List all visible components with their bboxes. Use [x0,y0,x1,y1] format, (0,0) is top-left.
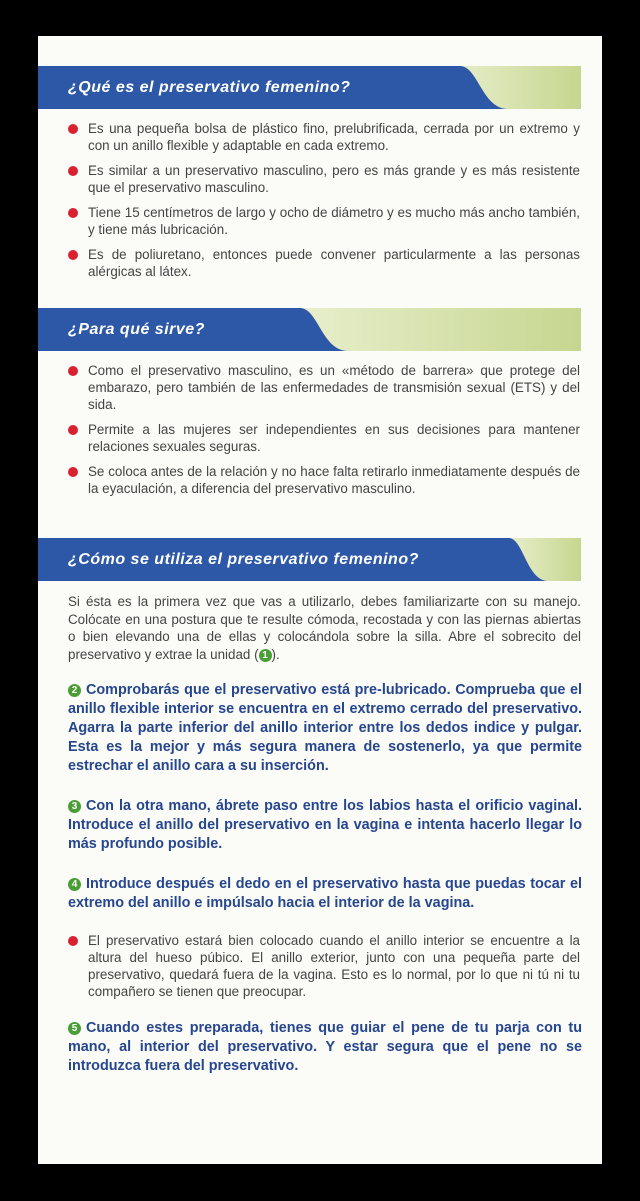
bullet-dot-icon [68,124,78,134]
list-item: Permite a las mujeres ser independientes en sus decisiones para mantener relaciones sexuales seguras. [68,421,580,455]
step-number-icon: 4 [68,878,81,891]
list-item: Se coloca antes de la relación y no hace falta retirarlo inmediatamente después de la eyaculación, a diferencia del preservativo masculino. [68,463,580,497]
section-banner-purpose [38,308,581,351]
step-2: 2 Comprobarás que el preservativo está pre-lubricado. Comprueba que el anillo flexible interior se encuentra en el extremo cerrado del preservativo. Agarra la parte inferior del anillo interior entre los dedos indice y pulgar. Esta es la mejor y más segura manera de sostenerlo, ya que permite estrechar el anillo cara a su inserción. [68,682,582,774]
step-number-icon: 2 [68,684,81,697]
list-item: El preservativo estará bien colocado cuando el anillo interior se encuentre a la altura del hueso púbico. El anillo exterior, junto con una pequeña parte del preservativo, quedará fuera de la vagina. Esto es lo normal, por lo que ni tú ni tu compañero se tienen que preocupar. [68,932,580,1000]
step-number-icon: 1 [259,649,272,662]
step-5: 5 Cuando estes preparada, tienes que guiar el pene de tu parja con tu mano, al interior del preservativo. Y estar segura que el pene no se introduzca fuera del preservativo. [68,1020,582,1074]
list-item: Es similar a un preservativo masculino, pero es más grande y es más resistente que el preservativo masculino. [68,162,580,196]
step-number-icon: 3 [68,800,81,813]
section-title: ¿Qué es el preservativo femenino? [68,79,351,96]
bullet-list-purpose [68,362,580,505]
section-banner-how-to-use [38,538,581,581]
step-3: 3 Con la otra mano, ábrete paso entre los labios hasta el orificio vaginal. Introduce el anillo del preservativo en la vagina e intenta hacerlo llegar lo más profundo posible. [68,798,582,852]
bullet-dot-icon [68,208,78,218]
bullet-dot-icon [68,166,78,176]
step-4: 4 Introduce después el dedo en el preservativo hasta que puedas tocar el extremo del anillo e impúlsalo hacia el interior de la vagina. [68,876,582,911]
section-title: ¿Cómo se utiliza el preservativo femenino? [68,551,419,568]
step-number-icon: 5 [68,1022,81,1035]
bullet-dot-icon [68,250,78,260]
bullet-list-what-is [68,120,580,288]
list-item: Es una pequeña bolsa de plástico fino, prelubrificada, cerrada por un extremo y con un anillo flexible y adaptable en cada extremo. [68,120,580,154]
section-banner-what-is [38,66,581,109]
bullet-dot-icon [68,936,78,946]
list-item: Es de poliuretano, entonces puede convener particularmente a las personas alérgicas al látex. [68,246,580,280]
intro-paragraph: Si ésta es la primera vez que vas a utilizarlo, debes familiarizarte con su manejo. Colócate en una postura que te resulte cómoda, recostada y con las piernas abiertas o bien elevando una de ellas y colocándola sobre la silla. Abre el sobrecito del preservativo y extrae la unidad ( 1 ). [68,594,581,662]
list-item: Como el preservativo masculino, es un «método de barrera» que protege del embarazo, pero también de las enfermedades de transmisión sexual (ETS) y del sida. [68,362,580,413]
note-list [68,932,580,1008]
bullet-dot-icon [68,467,78,477]
leaflet-page [38,36,602,1164]
section-title: ¿Para qué sirve? [68,321,205,338]
bullet-dot-icon [68,366,78,376]
bullet-dot-icon [68,425,78,435]
list-item: Tiene 15 centímetros de largo y ocho de diámetro y es mucho más ancho también, y tiene más lubricación. [68,204,580,238]
